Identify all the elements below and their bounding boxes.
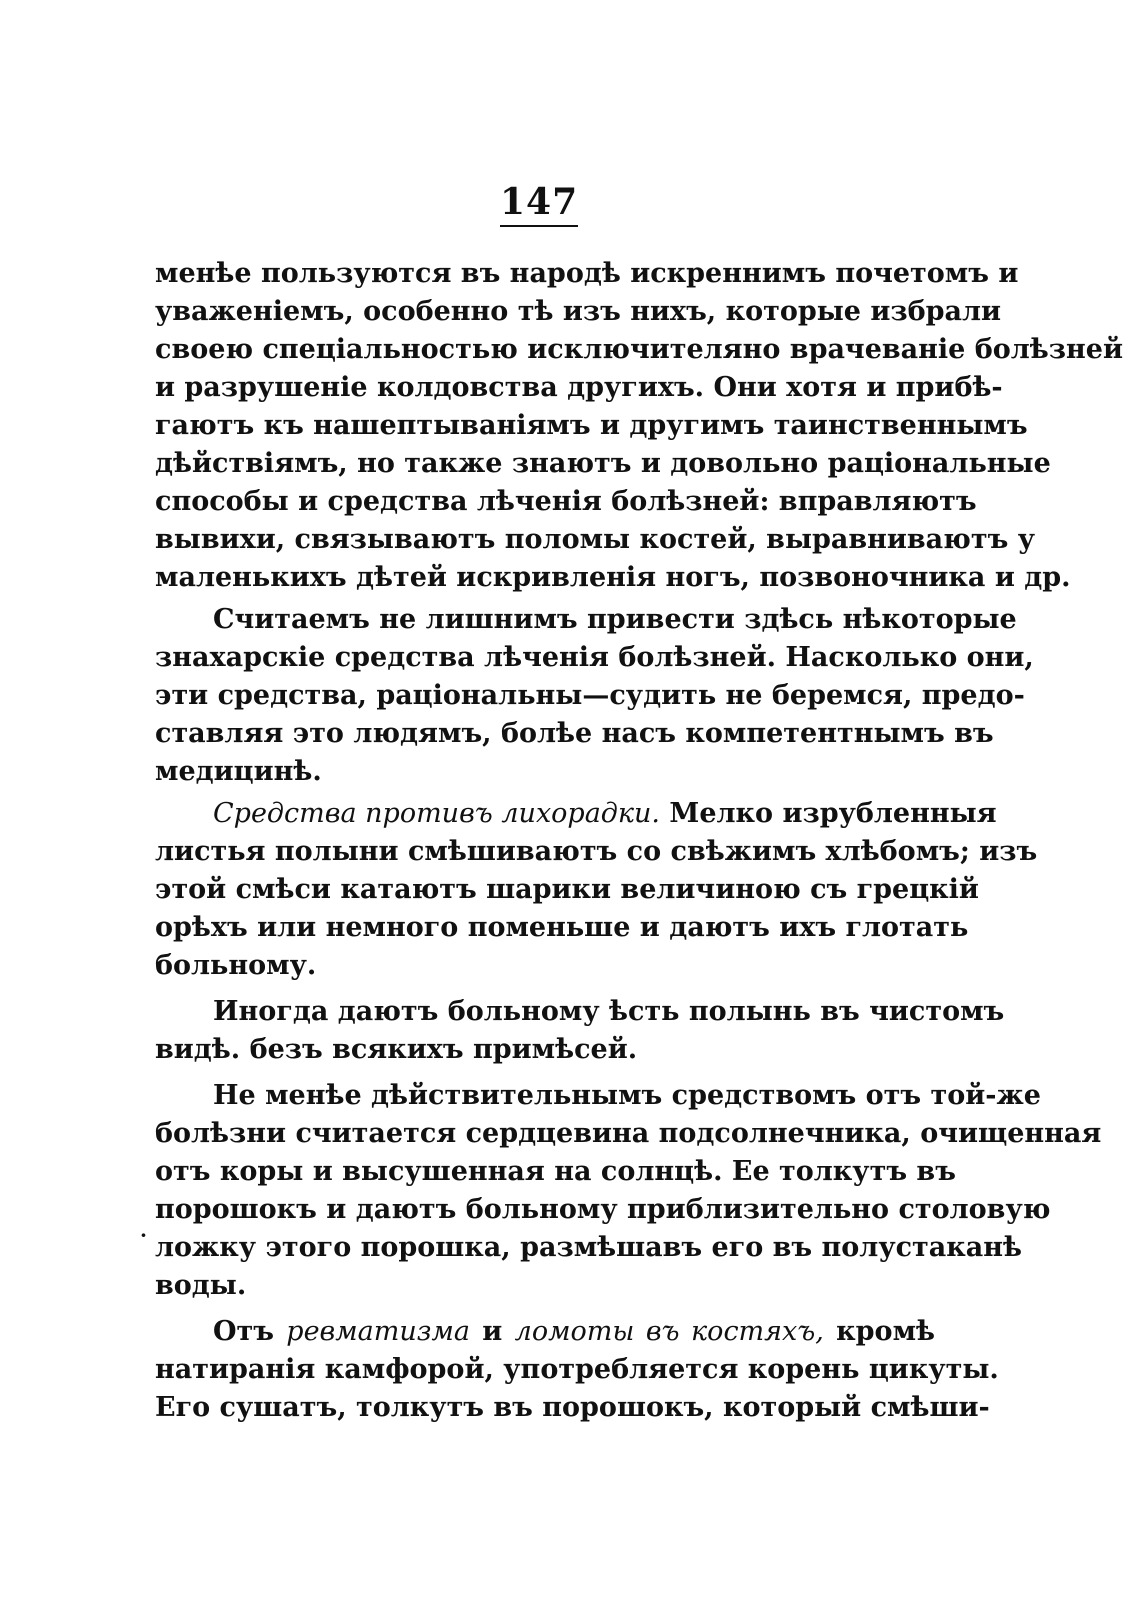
- text-line: маленькихъ дѣтей искривленія ногъ, позвоночника и др.: [155, 562, 1071, 593]
- text-line: способы и средства лѣченія болѣзней: вправляютъ: [155, 486, 977, 517]
- margin-mark: ·: [140, 1223, 147, 1247]
- text-line: этой смѣси катаютъ шарики величиною съ грецкій: [155, 874, 979, 905]
- text-line: своею спеціальностью исключителяно врачеваніе болѣзней: [155, 334, 1123, 365]
- text-run: и: [469, 1316, 515, 1347]
- text-line: болѣзни считается сердцевина подсолнечника, очищенная: [155, 1118, 1102, 1149]
- text-line: орѣхъ или немного поменьше и даютъ ихъ глотать: [155, 912, 969, 943]
- text-line: Не менѣе дѣйствительнымъ средствомъ отъ той-же: [213, 1080, 1041, 1111]
- text-line: листья полыни смѣшиваютъ со свѣжимъ хлѣбомъ; изъ: [155, 836, 1038, 867]
- text-run: Мелко изрубленныя: [660, 798, 997, 829]
- text-line: дѣйствіямъ, но также знаютъ и довольно раціональные: [155, 448, 1051, 479]
- text-line: видѣ. безъ всякихъ примѣсей.: [155, 1034, 638, 1065]
- text-line: вывихи, связываютъ поломы костей, выравниваютъ у: [155, 524, 1035, 555]
- body-text: [155, 255, 1123, 1427]
- paragraph-2: [155, 601, 1034, 791]
- text-line: Его сушатъ, толкутъ въ порошокъ, который смѣши-: [155, 1392, 990, 1423]
- text-line: ставляя это людямъ, болѣе насъ компетентнымъ въ: [155, 718, 994, 749]
- text-line: натиранія камфорой, употребляется корень цикуты.: [155, 1354, 999, 1385]
- text-line: и разрушеніе колдовства другихъ. Они хотя и прибѣ-: [155, 372, 1003, 403]
- paragraph-5: [155, 1077, 1102, 1305]
- text-line: отъ коры и высушенная на солнцѣ. Ее толкутъ въ: [155, 1156, 956, 1187]
- paragraph-1: [155, 255, 1123, 597]
- text-run: Отъ: [213, 1316, 287, 1347]
- paragraph-6: [155, 1313, 999, 1427]
- text-run: кромѣ: [823, 1316, 936, 1347]
- text-line: менѣе пользуются въ народѣ искреннимъ почетомъ и: [155, 258, 1019, 289]
- text-line-with-heading: [155, 795, 997, 833]
- text-line: Иногда даютъ больному ѣсть полынь въ чистомъ: [213, 996, 1005, 1027]
- page-number: 147: [500, 181, 579, 223]
- text-line: уваженіемъ, особенно тѣ изъ нихъ, которые избрали: [155, 296, 1002, 327]
- text-line: Считаемъ не лишнимъ привести здѣсь нѣкоторые: [213, 604, 1017, 635]
- text-line: медицинѣ.: [155, 756, 322, 787]
- text-line: воды.: [155, 1270, 247, 1301]
- italic-term: ревматизма: [286, 1316, 470, 1347]
- paragraph-3: [155, 795, 1038, 985]
- text-line: больному.: [155, 950, 317, 981]
- page-number-underline: [500, 225, 578, 227]
- text-line: эти средства, раціональны—судить не беремся, предо-: [155, 680, 1025, 711]
- italic-term: ломоты въ костяхъ,: [514, 1316, 824, 1347]
- paragraph-4: [155, 993, 1005, 1069]
- text-line: знахарскіе средства лѣченія болѣзней. Насколько они,: [155, 642, 1034, 673]
- text-line: гаютъ къ нашептываніямъ и другимъ таинственнымъ: [155, 410, 1028, 441]
- text-line: порошокъ и даютъ больному приблизительно столовую: [155, 1194, 1051, 1225]
- text-line: ложку этого порошка, размѣшавъ его въ полустаканѣ: [155, 1232, 1023, 1263]
- section-heading: Средства противъ лихорадки.: [213, 798, 661, 829]
- text-line-with-italics: [155, 1313, 935, 1351]
